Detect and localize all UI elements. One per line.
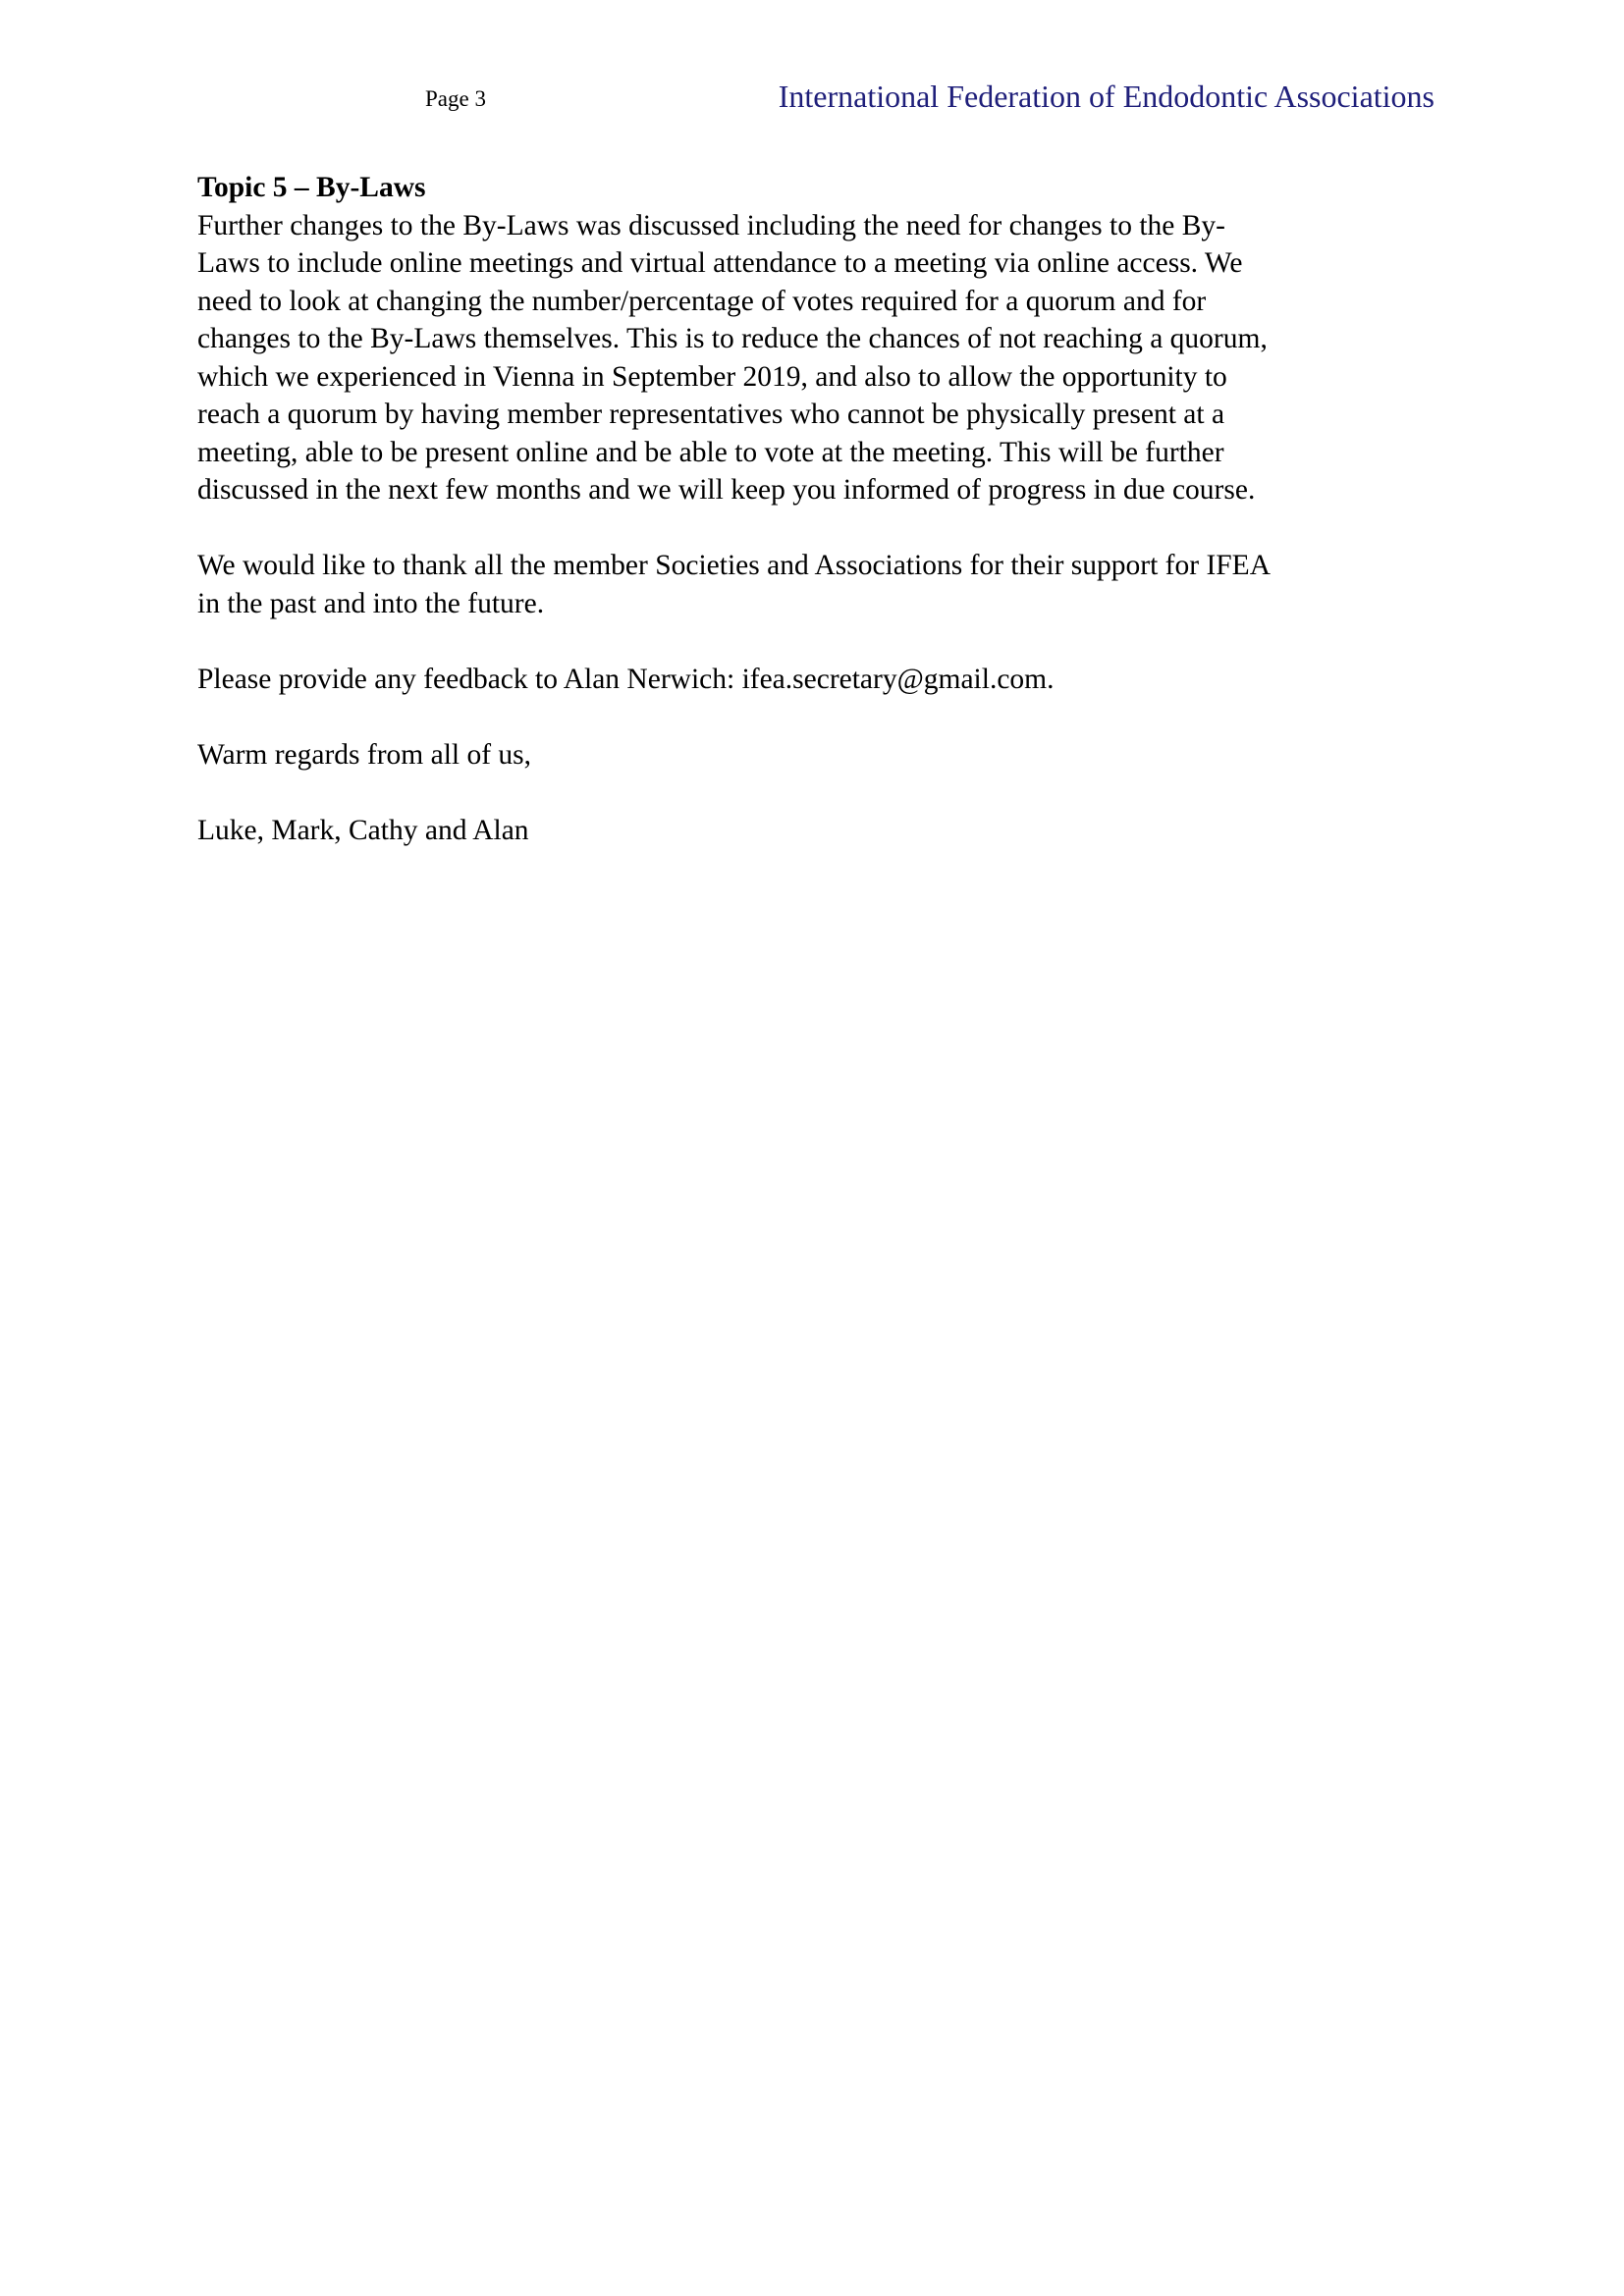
paragraph-line: discussed in the next few months and we will keep you informed of progress in due course. bbox=[197, 474, 1256, 506]
paragraph-line: Further changes to the By-Laws was discussed including the need for changes to the By- bbox=[197, 209, 1225, 241]
thanks-paragraph bbox=[197, 547, 1444, 622]
paragraph-line: which we experienced in Vienna in September 2019, and also to allow the opportunity to bbox=[197, 360, 1227, 393]
page-header bbox=[0, 77, 1624, 120]
organization-name: International Federation of Endodontic Associations bbox=[778, 79, 1435, 114]
signature-paragraph bbox=[197, 812, 1444, 850]
feedback-paragraph bbox=[197, 661, 1444, 699]
paragraph-line: meeting, able to be present online and be able to vote at the meeting. This will be further bbox=[197, 436, 1224, 468]
signature-line: Luke, Mark, Cathy and Alan bbox=[197, 814, 529, 846]
regards-line: Warm regards from all of us, bbox=[197, 738, 532, 771]
paragraph-line: Laws to include online meetings and virtual attendance to a meeting via online access. We bbox=[197, 247, 1243, 279]
feedback-line: Please provide any feedback to Alan Nerwich: ifea.secretary@gmail.com. bbox=[197, 663, 1055, 695]
bylaws-paragraph bbox=[197, 207, 1444, 509]
paragraph-line: We would like to thank all the member Societies and Associations for their support for IFEA bbox=[197, 550, 1271, 581]
paragraph-line: changes to the By-Laws themselves. This is to reduce the chances of not reaching a quorum, bbox=[197, 323, 1268, 354]
paragraph-line: need to look at changing the number/percentage of votes required for a quorum and for bbox=[197, 285, 1207, 317]
topic-heading: Topic 5 – By-Laws bbox=[197, 172, 426, 203]
regards-paragraph bbox=[197, 736, 1444, 774]
paragraph-line: reach a quorum by having member representatives who cannot be physically present at a bbox=[197, 399, 1225, 430]
paragraph-line: in the past and into the future. bbox=[197, 587, 545, 619]
document-body bbox=[197, 169, 1444, 849]
page-number: Page 3 bbox=[425, 86, 486, 111]
